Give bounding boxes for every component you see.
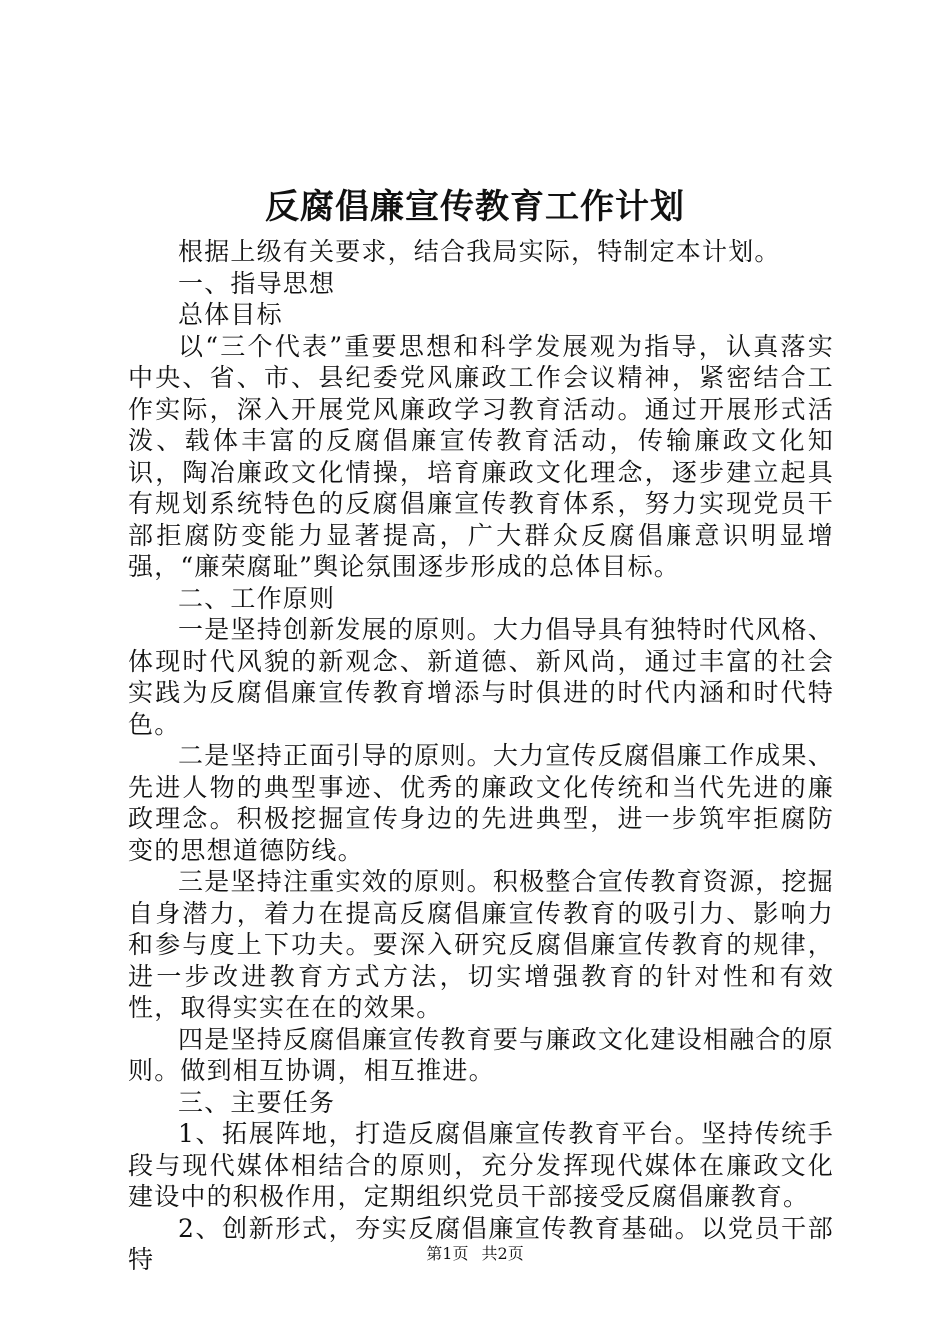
document-title: 反腐倡廉宣传教育工作计划 xyxy=(265,187,685,227)
paragraph-overall-goal: 以“三个代表”重要思想和科学发展观为指导，认真落实中央、省、市、县纪委党风廉政工作会议精神，紧密结合工作实际，深入开展党风廉政学习教育活动。通过开展形式活泼、载体丰富的反腐倡廉宣传教育活动，传输廉政文化知识，陶冶廉政文化情操，培育廉政文化理念，逐步建立起具有规划系统特色的反腐倡廉宣传教育体系，努力实现党员干部拒腐防变能力显著提高，广大群众反腐倡廉意识明显增强，“廉荣腐耻”舆论氛围逐步形成的总体目标。 xyxy=(128,331,834,581)
paragraph-principle-1: 一是坚持创新发展的原则。大力倡导具有独特时代风格、体现时代风貌的新观念、新道德、新风尚，通过丰富的社会实践为反腐倡廉宣传教育增添与时俱进的时代内涵和时代特色。 xyxy=(128,615,834,739)
paragraph-principle-2: 二是坚持正面引导的原则。大力宣传反腐倡廉工作成果、先进人物的典型事迹、优秀的廉政文化传统和当代先进的廉政理念。积极挖掘宣传身边的先进典型，进一步筑牢拒腐防变的思想道德防线。 xyxy=(128,741,834,865)
heading-work-principles: 二、工作原则 xyxy=(178,583,336,613)
heading-guiding-thought: 一、指导思想 xyxy=(178,268,336,298)
paragraph-intro: 根据上级有关要求，结合我局实际，特制定本计划。 xyxy=(178,237,781,266)
heading-main-tasks: 三、主要任务 xyxy=(178,1087,336,1117)
paragraph-principle-3: 三是坚持注重实效的原则。积极整合宣传教育资源，挖掘自身潜力，着力在提高反腐倡廉宣传教育的吸引力、影响力和参与度上下功夫。要深入研究反腐倡廉宣传教育的规律，进一步改进教育方式方法，切实增强教育的针对性和有效性，取得实实在在的效果。 xyxy=(128,867,834,1022)
document-body xyxy=(128,236,834,1276)
paragraph-task-2: 2、创新形式，夯实反腐倡廉宣传教育基础。以党员干部特 xyxy=(128,1213,834,1274)
paragraph-task-1: 1、拓展阵地，打造反腐倡廉宣传教育平台。坚持传统手段与现代媒体相结合的原则，充分发挥现代媒体在廉政文化建设中的积极作用，定期组织党员干部接受反腐倡廉教育。 xyxy=(128,1119,834,1211)
paragraph-principle-4: 四是坚持反腐倡廉宣传教育要与廉政文化建设相融合的原则。做到相互协调，相互推进。 xyxy=(128,1024,834,1085)
page-footer xyxy=(0,1243,950,1265)
page-number: 第1页 xyxy=(426,1244,469,1263)
subheading-overall-goal: 总体目标 xyxy=(178,300,283,329)
page-total: 共2页 xyxy=(481,1244,524,1263)
